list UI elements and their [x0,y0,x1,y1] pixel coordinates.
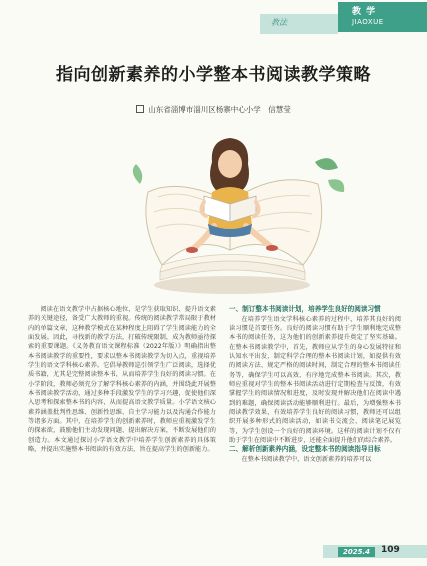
issue-number: 2025.4 [338,547,375,557]
section-heading-2: 二、解析创新素养内涵，设定整本书的阅读指导目标 [229,445,381,454]
section-heading-1: 一、制订整本书阅读计划，培养学生良好的阅读习惯 [229,305,381,313]
girl-face [218,150,242,178]
square-bullet-icon [136,105,144,113]
intro-paragraph: 阅读在语文教学中占据核心地位，是学生获取知识、提升语文素养的关键途径，备受广大教师的重视。传统的阅读教学常局限于教材内的单篇文章，这种教学模式在某种程度上阻碍了学生阅读能力的全面发展。因此，寻找新的教学方法，打破传统限制，成为教师亟待探索的重要课题。《义务教育语文课程标准（2022年版）》明确指出整本书阅读教学的重要性，要求以整本书阅读教学为切入点，重视培养学生的语文学科核心素养。它倡导教师巡引领学生广泛阅读，选择优质书籍，尤其是完整阅读整本书，从而培养学生良好的阅读习惯。在小学阶段，教师必须充分了解学科核心素养的内涵，并围绕此开展整本书阅读教学活动，通过多种手段激发学生的学习兴趣，促使他们深入思考和探索整本书的内容，从而提高语文教学质量。小学语文核心素养涵盖批判性思维、创新性思维、自主学习能力以及沟通合作能力等诸多方面。其中，在培养学生的创新素养时，教师应重视激发学生的探索欲，鼓励他们主动发现问题、提出解决方案，不断发展他们的创造力。本文通过探讨小学语文教学中培养学生创新素养的具体策略，并提出实施整本书阅读的有效方法，旨在提高学生的创新能力。 [28,306,216,454]
page-number: 109 [381,545,400,555]
section-paragraph-1: 在培养学生语文学科核心素养的过程中，培养其良好的阅读习惯是首要任务。良好的阅读习惯有助于学生顺利地完成整本书的阅读任务，这为他们的创新素养提升奠定了坚实基础。在整本书阅读教学中，首先，教师应从学生的身心发展特征和认知水平出发，制定科学合理的整本书阅读计划，如提供有效的阅读方法、规定严格的阅读时间，制定合理的整本书阅读任务等，确保学生可以高效、有序地完成整本书阅读。其次，教师应重视对学生的整本书阅读活动进行定期检查与反馈，有效掌握学生的阅读情况和进度，及时发现并解决他们在阅读中遇到的难题，确保阅读活动能够顺利进行。最后，为增强整本书阅读教学效果，有效培养学生良好的阅读习惯，教师还可以组织开展多种形式的阅读活动，如读书交流会、阅读笔记展览等，为学生创设一个良好的阅读环境。这样的阅读计划不仅有助于学生在阅读中不断进步，还能全面提升他们的综合素养。 [229,315,401,444]
leaf-decoration [315,158,338,170]
header-section-label: 教法 [271,18,287,27]
right-column [229,305,401,464]
girl-shoe [186,247,198,253]
illustration-shadow [154,276,310,294]
header-category-label: 教 学 [352,7,377,17]
header-bar [0,0,427,34]
author-text: 山东省淄博市淄川区杨寨中心小学 信慧莹 [148,105,291,114]
reading-girl-illustration [100,122,360,297]
left-column [28,305,216,455]
article-title: 指向创新素养的小学整本书阅读教学策略 [56,65,371,85]
header-category-english: JIAOXUE [352,18,384,26]
article-author [0,104,427,115]
section-paragraph-2: 在整本书阅读教学中，语文创新素养的培养可以 [241,455,372,463]
